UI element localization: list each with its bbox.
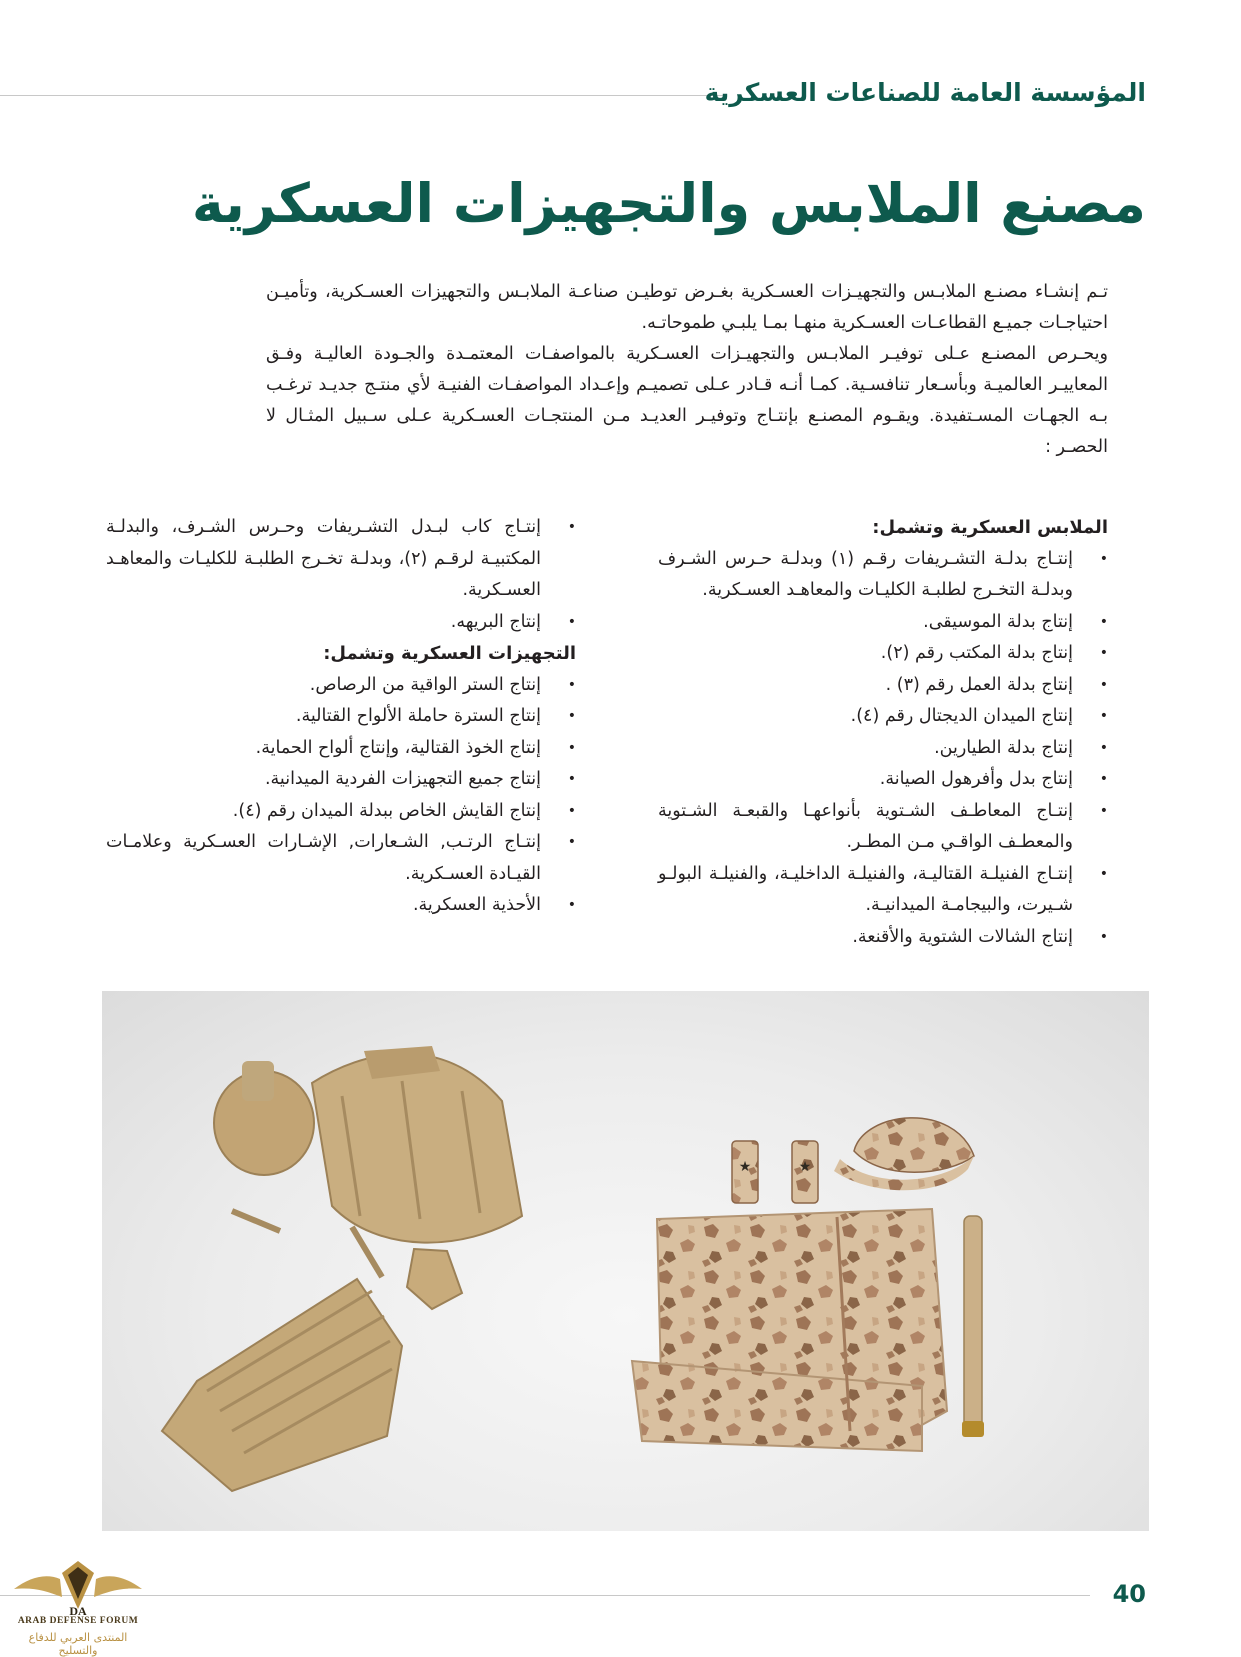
- intro-paragraph-2: ويحـرص المصنـع عـلى توفيـر الملابـس والتجهيـزات العسـكرية بالمواصفـات المعتمـدة والجـودة العاليـة وفـق المعاييـر العالميـة وبأسـعار تنافسـية. كمـا أنـه قـادر عـلى تصميـم وإعـداد المواصفـات الفنيـة لأي منتـج جديـد ترغـب بـه الجهـات المسـتفيدة. ويقـوم المصنـع بإنتـاج وتوفيـر العديـد مـن المنتجـات العسـكرية عـلى سـبيل المثـال لا الحصـر :: [266, 344, 1108, 457]
- list-item: • إنتـاج المعاطـف الشـتوية بأنواعهـا والقبعـة الشـتوية والمعطـف الواقـي مـن المطـر.: [658, 796, 1108, 859]
- intro-text: [266, 277, 1108, 463]
- list-item: • إنتاج بدلة الطيارين.: [658, 733, 1108, 765]
- list-item: • إنتاج بدل وأفرهول الصيانة.: [658, 764, 1108, 796]
- footer-rule: [0, 1595, 1090, 1596]
- product-photo: [102, 991, 1149, 1531]
- list-item: • إنتاج بدلة العمل رقم (٣) .: [658, 670, 1108, 702]
- logo-monogram: DA: [69, 1604, 87, 1618]
- list-item: • إنتاج الستر الواقية من الرصاص.: [106, 670, 576, 702]
- list-item: • إنتاج السترة حاملة الألواح القتالية.: [106, 701, 576, 733]
- list-item: • إنتاج البريهه.: [106, 607, 576, 639]
- equipment-heading: التجهيزات العسكرية وتشمل:: [323, 643, 576, 664]
- logo-text-ar: المنتدى العربي للدفاع والتسليح: [28, 1631, 128, 1657]
- logo-text-en: ARAB DEFENSE FORUM: [17, 1616, 139, 1626]
- field-gear-set: [162, 1046, 522, 1491]
- list-item: • إنتاج القايش الخاص ببدلة الميدان رقم (٤).: [106, 796, 576, 828]
- list-item: • إنتاج الخوذ القتالية، وإنتاج ألواح الحماية.: [106, 733, 576, 765]
- list-item: • إنتـاج الفنيلـة القتاليـة، والفنيلـة الداخليـة، والفنيلـة البولـو شـيرت، والبيجامـة الميدانيـة.: [658, 859, 1108, 922]
- equipment-column: [106, 512, 576, 922]
- uniform-set: [632, 1118, 984, 1451]
- list-item: • إنتـاج الرتـب, الشـعارات, الإشـارات العسـكرية وعلامـات القيـادة العسـكرية.: [106, 827, 576, 890]
- page-number: 40: [1112, 1580, 1146, 1608]
- list-item: • إنتاج جميع التجهيزات الفردية الميدانية.: [106, 764, 576, 796]
- svg-text:★: ★: [738, 1159, 752, 1175]
- header-org-name: المؤسسة العامة للصناعات العسكرية: [704, 78, 1146, 107]
- clothing-heading: الملابس العسكرية وتشمل:: [872, 517, 1108, 538]
- list-item: • إنتاج بدلة المكتب رقم (٢).: [658, 638, 1108, 670]
- list-item: • إنتاج الميدان الديجتال رقم (٤).: [658, 701, 1108, 733]
- product-illustration: [102, 991, 1149, 1531]
- header-rule: [0, 95, 726, 96]
- list-item: • الأحذية العسكرية.: [106, 890, 576, 922]
- clothing-list: [658, 544, 1108, 954]
- list-item: • إنتاج الشالات الشتوية والأقنعة.: [658, 922, 1108, 954]
- list-item: • إنتاج بدلة الموسيقى.: [658, 607, 1108, 639]
- list-item: • إنتـاج بدلـة التشـريفات رقـم (١) وبدلـة حـرس الشـرف وبدلـة التخـرج لطلبـة الكليـات والمعاهـد العسـكرية.: [658, 544, 1108, 607]
- clothing-column: [658, 512, 1108, 953]
- svg-text:★: ★: [798, 1159, 812, 1175]
- page-title: مصنع الملابس والتجهيزات العسكرية: [191, 172, 1146, 235]
- clothing-list-continued: [106, 512, 576, 638]
- list-item: • إنتـاج كاب لبـدل التشـريفات وحـرس الشـرف، والبدلـة المكتبيـة لرقـم (٢)، وبدلـة تخـرج الطلبـة للكليـات والمعاهـد العسـكرية.: [106, 512, 576, 607]
- equipment-list: [106, 670, 576, 922]
- intro-paragraph-1: تـم إنشـاء مصنـع الملابـس والتجهيـزات العسـكرية بغـرض توطيـن صناعـة الملابـس والتجهيزات العسـكرية، وتأميـن احتياجـات جميـع القطاعـات العسـكرية منهـا بمـا يلبـي طموحاتـه.: [266, 282, 1108, 333]
